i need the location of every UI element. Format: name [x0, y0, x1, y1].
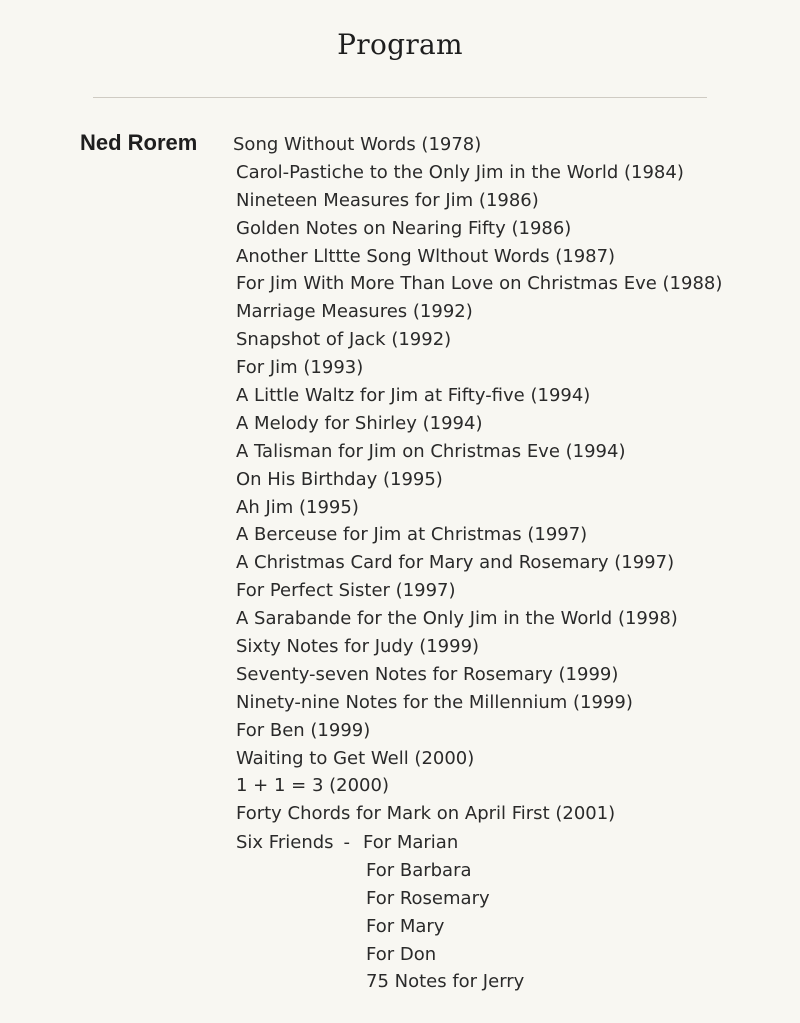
friend-piece: For Don: [366, 943, 437, 965]
friend-piece: For Barbara: [366, 859, 472, 881]
friend-piece: For Mary: [366, 915, 445, 937]
work-item: Nineteen Measures for Jim (1986): [236, 189, 539, 211]
work-item: A Berceuse for Jim at Christmas (1997): [236, 524, 588, 546]
work-item: A Christmas Card for Mary and Rosemary (1997): [236, 552, 675, 574]
six-friends-separator: -: [343, 832, 351, 853]
title-divider: [93, 97, 707, 98]
work-item: Song Without Words (1978): [233, 134, 482, 155]
work-item: For Ben (1999): [236, 719, 371, 741]
work-item: A Little Waltz for Jim at Fifty-five (1994): [236, 385, 591, 407]
work-item: Waiting to Get Well (2000): [236, 747, 475, 769]
friend-piece: For Marian: [363, 832, 459, 853]
work-item: Ninety-nine Notes for the Millennium (1999): [236, 691, 633, 713]
page-title: Program: [337, 28, 463, 61]
work-item: Marriage Measures (1992): [236, 301, 473, 323]
work-item: Snapshot of Jack (1992): [236, 329, 452, 351]
work-item: For Perfect Sister (1997): [236, 580, 456, 602]
friend-piece: For Rosemary: [366, 887, 490, 909]
work-item: Carol-Pastiche to the Only Jim in the World (1984): [236, 161, 684, 183]
work-item: Seventy-seven Notes for Rosemary (1999): [236, 663, 619, 685]
work-item: Forty Chords for Mark on April First (2001): [236, 803, 616, 825]
works-list: [0, 131, 800, 828]
work-item: For Jim With More Than Love on Christmas Eve (1988): [236, 273, 723, 295]
six-friends-list: [0, 829, 800, 996]
work-item: For Jim (1993): [236, 357, 364, 379]
friend-piece: 75 Notes for Jerry: [366, 971, 525, 993]
work-item: Ah Jim (1995): [236, 496, 359, 518]
work-item: A Talisman for Jim on Christmas Eve (1994): [236, 440, 626, 462]
work-item: Golden Notes on Nearing Fifty (1986): [236, 217, 572, 239]
work-item: Another Llttte Song Wlthout Words (1987): [236, 245, 616, 267]
work-item: Sixty Notes for Judy (1999): [236, 636, 480, 658]
six-friends-label: Six Friends: [236, 832, 334, 853]
work-item: A Sarabande for the Only Jim in the World (1998): [236, 608, 678, 630]
work-item: On His Birthday (1995): [236, 468, 443, 490]
work-item: 1 + 1 = 3 (2000): [236, 775, 389, 797]
composer-name: Ned Rorem: [80, 130, 198, 155]
work-item: A Melody for Shirley (1994): [236, 412, 483, 434]
